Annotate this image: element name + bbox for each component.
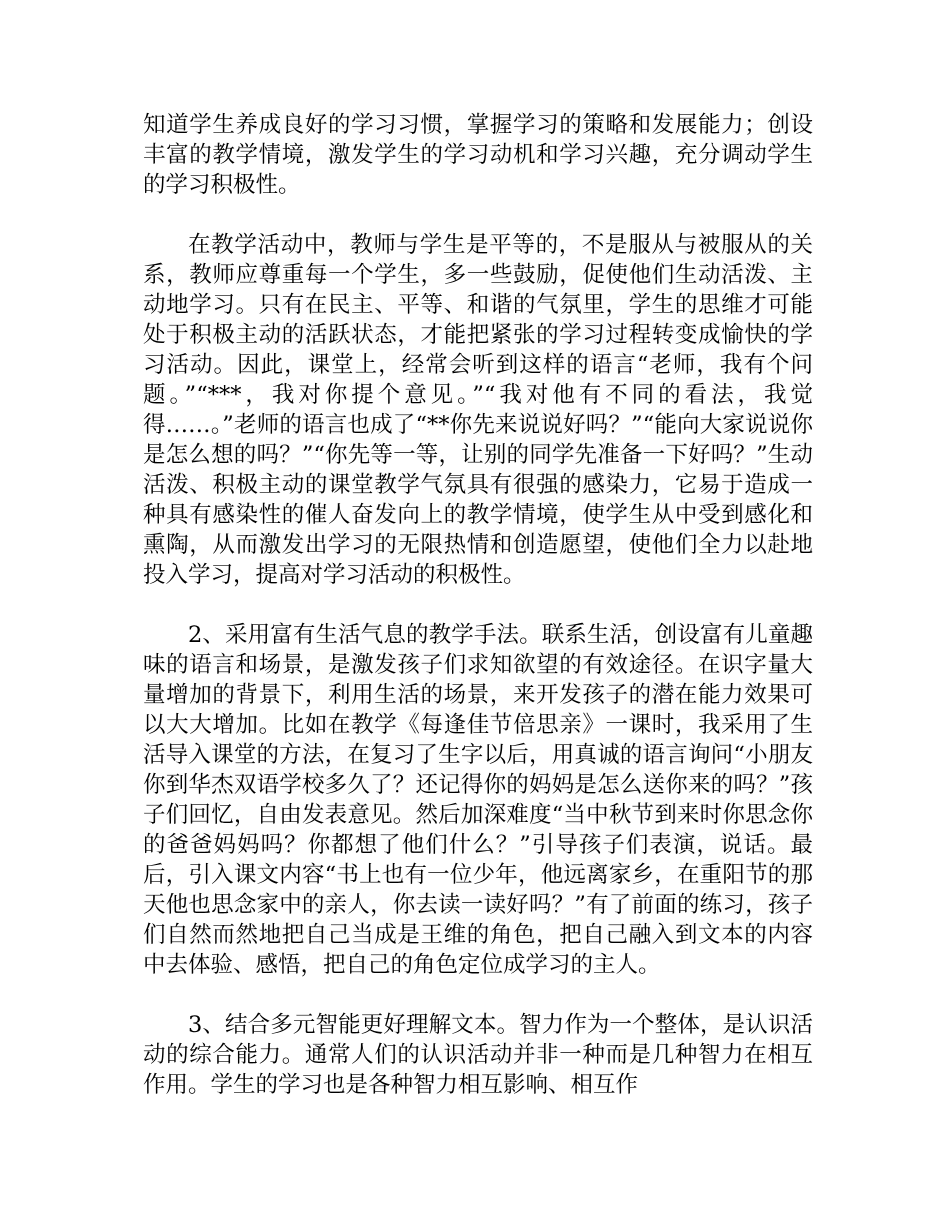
paragraph-1: 知道学生养成良好的学习习惯，掌握学习的策略和发展能力；创设丰富的教学情境，激发学生的学习动机和学习兴趣，充分调动学生的学习积极性。 xyxy=(143,112,813,198)
paragraph-3: 2、采用富有生活气息的教学手法。联系生活，创设富有儿童趣味的语言和场景，是激发孩子们求知欲望的有效途径。在识字量大量增加的背景下，利用生活的场景，来开发孩子的潜在能力效果可以大大增加。比如在教学《每逢佳节倍思亲》一课时，我采用了生活导入课堂的方法，在复习了生字以后，用真诚的语言询问“小朋友你到华杰双语学校多久了？还记得你的妈妈是怎么送你来的吗？”孩子们回忆，自由发表意见。然后加深难度“当中秋节到来时你思念你的爸爸妈妈吗？你都想了他们什么？”引导孩子们表演，说话。最后，引入课文内容“书上也有一位少年，他远离家乡，在重阳节的那天他也思念家中的亲人，你去读一读好吗？”有了前面的练习，孩子们自然而然地把自己当成是王维的角色，把自己融入到文本的内容中去体验、感悟，把自己的角色定位成学习的主人。 xyxy=(143,622,813,978)
paragraph-2: 在教学活动中，教师与学生是平等的，不是服从与被服从的关系，教师应尊重每一个学生，多一些鼓励，促使他们生动活泼、主动地学习。只有在民主、平等、和谐的气氛里，学生的思维才可能处于积极主动的活跃状态，才能把紧张的学习过程转变成愉快的学习活动。因此，课堂上，经常会听到这样的语言“老师，我有个问题。”“***，我对你提个意见。”“我对他有不同的看法，我觉得……。”老师的语言也成了“**你先来说说好吗？”“能向大家说说你是怎么想的吗？”“你先等一等，让别的同学先准备一下好吗？”生动活泼、积极主动的课堂教学气氛具有很强的感染力，它易于造成一种具有感染性的催人奋发向上的教学情境，使学生从中受到感化和熏陶，从而激发出学习的无限热情和创造愿望，使他们全力以赴地投入学习，提高对学习活动的积极性。 xyxy=(143,232,813,588)
paragraph-4: 3、结合多元智能更好理解文本。智力作为一个整体，是认识活动的综合能力。通常人们的认识活动并非一种而是几种智力在相互作用。学生的学习也是各种智力相互影响、相互作 xyxy=(143,1012,813,1098)
document-page xyxy=(143,110,813,1130)
